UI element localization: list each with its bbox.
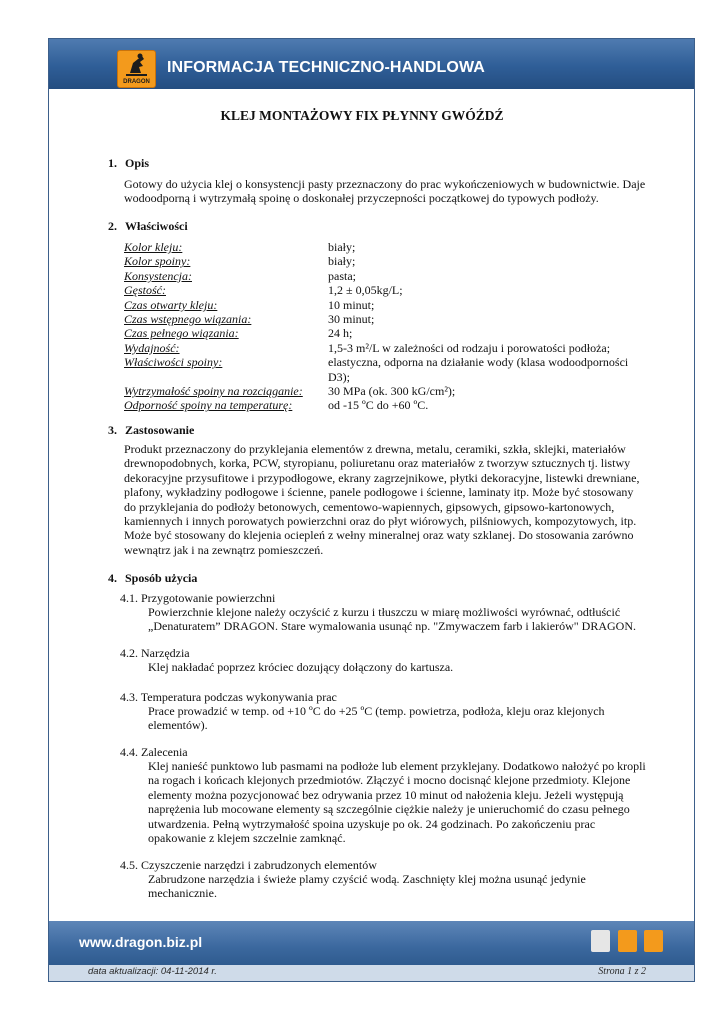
subsection-text-4-2 bbox=[148, 660, 656, 674]
logo-text: DRAGON bbox=[123, 79, 150, 85]
property-row bbox=[124, 312, 664, 326]
subsection-text-4-5 bbox=[148, 872, 656, 901]
text-line: Prace prowadzić w temp. od +10 ºC do +25 ºC (temp. powietrza, podłoża, kleju oraz klejonych bbox=[148, 704, 605, 718]
property-row bbox=[124, 298, 664, 312]
header-title: INFORMACJA TECHNICZNO-HANDLOWA bbox=[167, 59, 485, 76]
subsection-text-4-1 bbox=[148, 605, 656, 634]
section-title: Opis bbox=[125, 156, 150, 170]
text-line: kamiennych i innych porowatych powierzchni oraz do płyt wiórowych, pilśniowych, kompozytowych, itp. bbox=[124, 514, 637, 529]
property-row bbox=[124, 355, 664, 384]
property-label: Wytrzymałość spoiny na rozciąganie: bbox=[124, 384, 303, 399]
text-line: do przyklejania do podłoży betonowych, cementowo-wapiennych, gipsowych, gipsowo-kartonowych, bbox=[124, 499, 615, 514]
section-title: Zastosowanie bbox=[125, 423, 195, 437]
property-row bbox=[124, 384, 664, 398]
text-line: Klej nanieść punktowo lub pasmami na podłoże lub element przyklejany. Dodatkowo nałożyć po kropli bbox=[148, 759, 646, 773]
section-title: Sposób użycia bbox=[125, 571, 198, 585]
properties-table bbox=[124, 240, 664, 413]
property-value: 1,5-3 m²/L w zależności od rodzaju i porowatości podłoża; bbox=[328, 340, 611, 355]
footer-band bbox=[49, 921, 694, 965]
property-value: 1,2 ± 0,05kg/L; bbox=[328, 283, 403, 298]
property-value: 30 MPa (ok. 300 kG/cm²); bbox=[328, 384, 456, 399]
header-band bbox=[49, 39, 694, 89]
property-value: biały; bbox=[328, 254, 356, 269]
property-value: od -15 ºC do +60 ºC. bbox=[328, 398, 429, 413]
section-text-zastosowanie bbox=[124, 442, 656, 557]
section-number: 2. bbox=[108, 219, 117, 233]
dragon-logo bbox=[117, 50, 156, 88]
property-label: Czas pełnego wiązania: bbox=[124, 326, 239, 341]
footer-url-link[interactable]: www.dragon.biz.pl bbox=[79, 934, 203, 950]
property-row bbox=[124, 398, 664, 412]
text-line: naprężenia lub mocowane elementy są szczególnie ciężkie należy je unieruchomić do czasu pełnego bbox=[148, 802, 630, 817]
subsection-heading-4-3: 4.3. Temperatura podczas wykonywania prac bbox=[120, 690, 337, 704]
text-line: Gotowy do użycia klej o konsystencji pasty przeznaczony do prac wykończeniowych w budownictwie. Daje bbox=[124, 177, 646, 191]
text-line: opakowanie z klejem szczelnie zamknąć. bbox=[148, 831, 346, 846]
property-value: 24 h; bbox=[328, 326, 353, 341]
subsection-text-4-4 bbox=[148, 759, 656, 845]
text-line: mechanicznie. bbox=[148, 886, 217, 901]
section-number: 1. bbox=[108, 156, 117, 170]
text-line: utwardzenia. Pełną wytrzymałość spoina uzyskuje po ok. 24 godzinach. Po zakończeniu prac bbox=[148, 816, 596, 831]
section-heading-zastosowanie bbox=[108, 423, 194, 437]
footer-square-orange-2 bbox=[644, 930, 663, 952]
property-label: Konsystencja: bbox=[124, 268, 192, 283]
property-value: biały; bbox=[328, 240, 356, 254]
section-text-opis bbox=[124, 177, 656, 206]
property-label: Wydajność: bbox=[124, 340, 180, 355]
property-row bbox=[124, 283, 664, 297]
property-label: Właściwości spoiny: bbox=[124, 355, 223, 370]
text-line: Zabrudzone narzędzia i świeże plamy czyścić wodą. Zaschnięty klej można usunąć jedynie bbox=[148, 872, 586, 886]
property-label: Odporność spoiny na temperaturę: bbox=[124, 398, 293, 413]
property-row bbox=[124, 254, 664, 268]
dragon-figure-icon bbox=[118, 51, 155, 79]
property-value: 30 minut; bbox=[328, 312, 375, 327]
footer-square-gray bbox=[591, 930, 610, 952]
section-title: Właściwości bbox=[125, 219, 188, 233]
update-date: data aktualizacji: 04-11-2014 r. bbox=[88, 966, 217, 977]
section-number: 4. bbox=[108, 571, 117, 585]
text-line: drewnopodobnych, korka, PCW, styropianu, poliuretanu oraz materiałów z tworzyw sztucznych tj. listwy bbox=[124, 456, 631, 471]
text-line: wewnątrz jak i na zewnątrz pomieszczeń. bbox=[124, 542, 324, 557]
document-title: KLEJ MONTAŻOWY FIX PŁYNNY GWÓŹDŹ bbox=[220, 108, 504, 123]
property-value: 10 minut; bbox=[328, 297, 375, 312]
footer-info-strip bbox=[49, 965, 694, 981]
text-line: elementy można pozycjonować bez odrywania przez 10 minut od nałożenia kleju. Jeżeli występują bbox=[148, 787, 624, 802]
subsection-heading-4-1: 4.1. Przygotowanie powierzchni bbox=[120, 591, 276, 605]
footer-square-orange bbox=[618, 930, 637, 952]
subsection-text-4-3 bbox=[148, 704, 656, 733]
text-line: plafony, wykładziny podłogowe i ścienne, panele podłogowe i ścienne, laminaty itp. Może być stosowany bbox=[124, 485, 634, 500]
text-line: „Denaturatem” DRAGON. Stare wymalowania usunąć np. "Zmywaczem farb i lakierów" DRAGON. bbox=[148, 619, 636, 634]
section-number: 3. bbox=[108, 423, 117, 437]
property-label: Czas wstępnego wiązania: bbox=[124, 312, 252, 327]
property-value: elastyczna, odporna na działanie wody (klasa wodoodporności D3); bbox=[328, 355, 629, 384]
text-line: Produkt przeznaczony do przyklejania elementów z drewna, metalu, ceramiki, szkła, sklejki, materiałów bbox=[124, 442, 626, 456]
subsection-heading-4-4: 4.4. Zalecenia bbox=[120, 745, 188, 759]
text-line: dekoracyjne przysufitowe i przypodłogowe, ekrany zagrzejnikowe, płytki dekoracyjne, listewki drewniane, bbox=[124, 470, 640, 485]
text-line: Klej nakładać poprzez króciec dozujący dołączony do kartusza. bbox=[148, 660, 454, 674]
property-value: pasta; bbox=[328, 268, 356, 283]
section-heading-opis bbox=[108, 156, 149, 170]
page-number: Strona 1 z 2 bbox=[598, 966, 646, 977]
text-line: na rogach i końcach klejonych przedmiotów. Złączyć i mocno docisnąć klejone przedmioty. Klejone bbox=[148, 773, 631, 788]
text-line: Może być stosowany do klejenia ociepleń z wełny mineralnej oraz waty szklanej. Do stosowania zarówno bbox=[124, 528, 634, 543]
property-row bbox=[124, 240, 664, 254]
property-label: Gęstość: bbox=[124, 283, 166, 298]
subsection-heading-4-2: 4.2. Narzędzia bbox=[120, 646, 190, 660]
property-label: Czas otwarty kleju: bbox=[124, 297, 218, 312]
text-line: elementów). bbox=[148, 718, 208, 733]
property-label: Kolor spoiny: bbox=[124, 254, 191, 269]
property-row bbox=[124, 326, 664, 340]
section-heading-wlasciwosci bbox=[108, 219, 188, 233]
property-row bbox=[124, 269, 664, 283]
property-label: Kolor kleju: bbox=[124, 240, 183, 254]
property-row bbox=[124, 341, 664, 355]
text-line: Powierzchnie klejone należy oczyścić z kurzu i tłuszczu w miarę możliwości wyrównać, odtłuścić bbox=[148, 605, 621, 619]
section-heading-sposob bbox=[108, 571, 197, 585]
subsection-heading-4-5: 4.5. Czyszczenie narzędzi i zabrudzonych elementów bbox=[120, 858, 377, 872]
text-line: wodoodporną i wytrzymałą spoinę o doskonałej przyczepności początkowej do typowych podłoży. bbox=[124, 191, 599, 206]
